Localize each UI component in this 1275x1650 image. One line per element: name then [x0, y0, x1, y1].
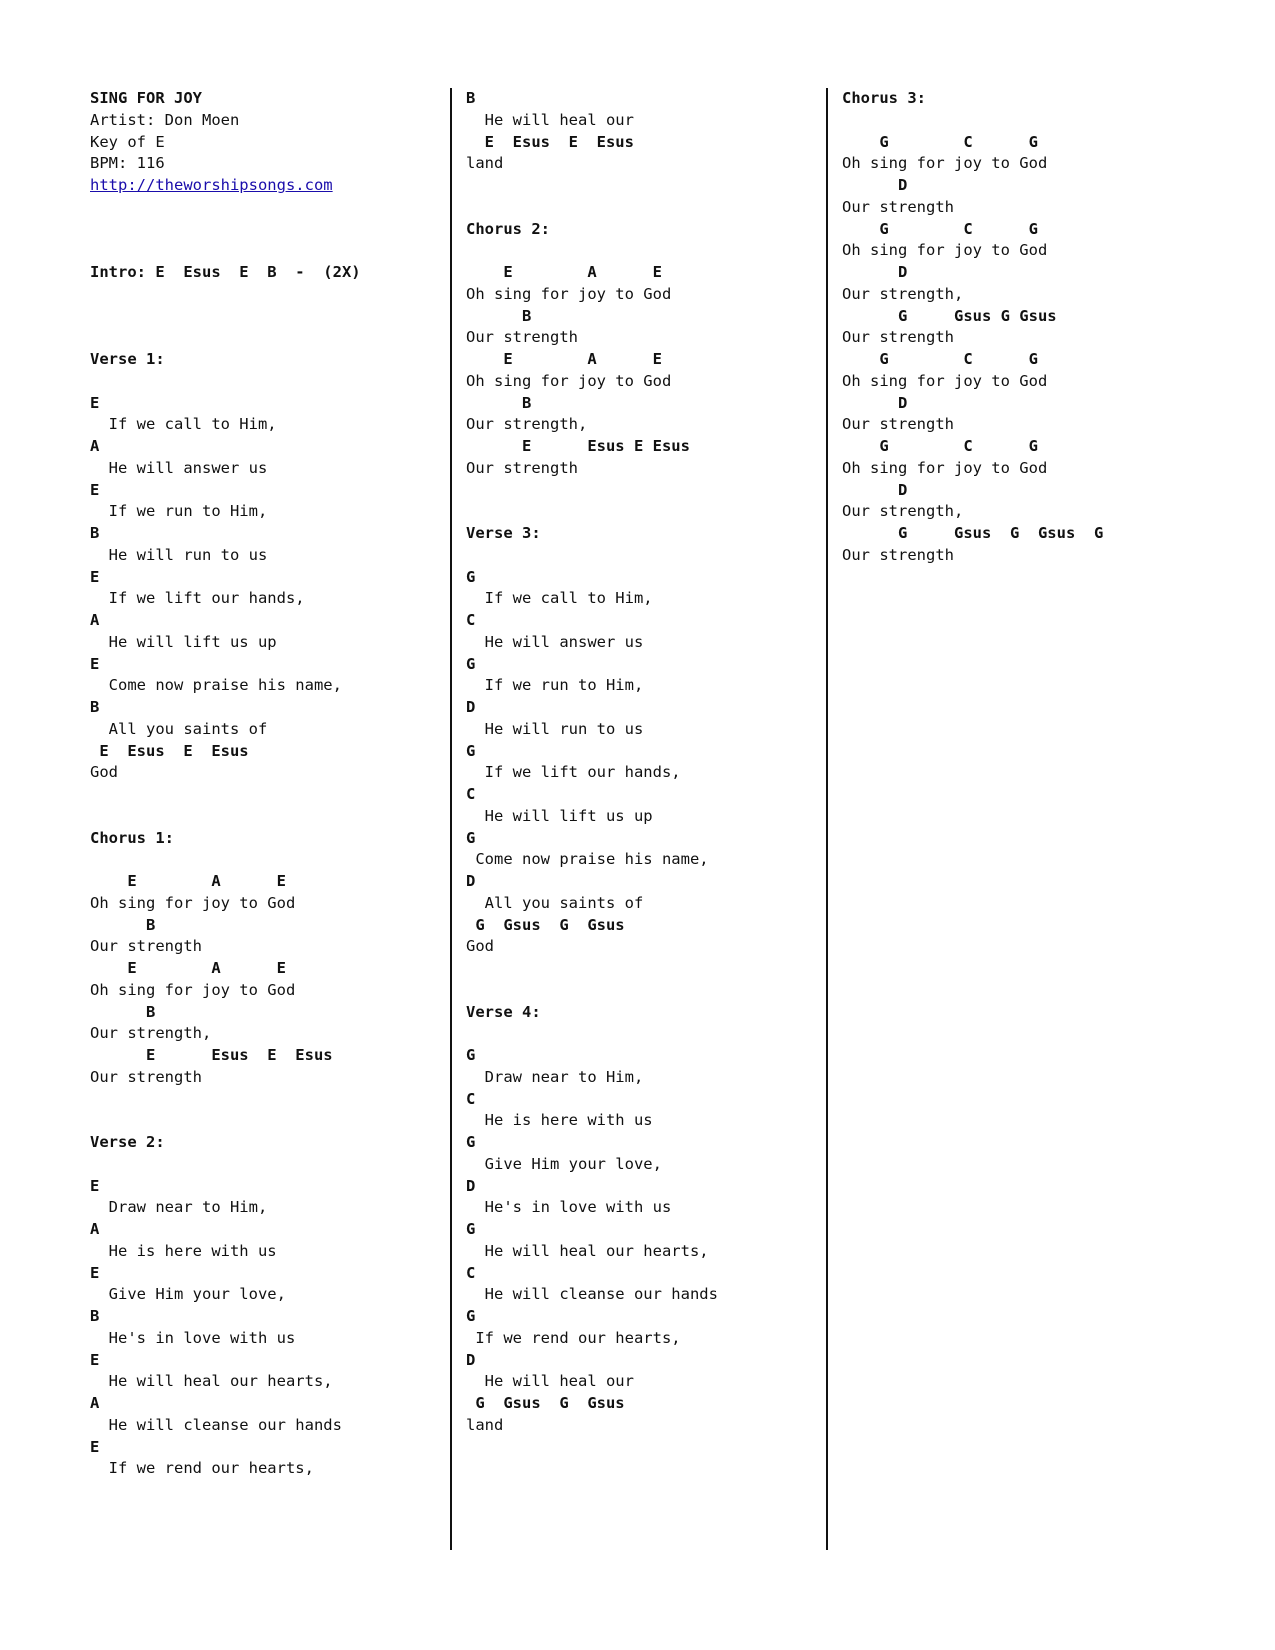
blank-line: [90, 219, 440, 241]
chord-or-heading-line: D: [842, 393, 908, 412]
lyric-line: Our strength: [466, 458, 578, 477]
chord-or-heading-line: C: [466, 611, 476, 629]
lyric-line: Our strength: [466, 328, 578, 347]
chord-or-heading-line: G: [466, 654, 476, 673]
chord-or-heading-line: D: [466, 872, 476, 890]
chord-or-heading-line: C: [466, 1263, 476, 1282]
lyric-line: If we rend our hearts,: [466, 1328, 681, 1347]
blank-line: [466, 240, 816, 262]
chord-or-heading-line: A: [90, 1394, 100, 1412]
lyric-line: Our strength,: [90, 1024, 212, 1043]
chord-or-heading-line: E: [90, 654, 100, 673]
chord-or-heading-line: D: [842, 176, 908, 194]
lyric-line: Oh sing for joy to God: [90, 893, 296, 912]
chord-or-heading-line: D: [842, 480, 908, 499]
lyric-line: He is here with us: [466, 1111, 653, 1130]
chord-or-heading-line: G: [466, 567, 476, 586]
chord-or-heading-line: Chorus 3:: [842, 89, 926, 107]
lyric-line: He will lift us up: [466, 806, 653, 825]
chord-or-heading-line: G C G: [842, 437, 1038, 455]
lyric-line: He will answer us: [90, 458, 268, 477]
chord-or-heading-line: G Gsus G Gsus: [466, 915, 625, 934]
lyric-line: He's in love with us: [90, 1328, 296, 1347]
chord-or-heading-line: E A E: [90, 872, 286, 890]
lyric-line: Key of E: [90, 132, 165, 151]
chord-or-heading-line: G C G: [842, 350, 1038, 368]
blank-line: [466, 1023, 816, 1045]
lyric-line: Our strength: [842, 545, 954, 564]
lyric-line: BPM: 116: [90, 154, 165, 173]
lyric-line: Our strength: [842, 328, 954, 347]
chord-or-heading-line: G: [466, 741, 476, 760]
chord-or-heading-line: G C G: [842, 132, 1038, 151]
lyric-line: Draw near to Him,: [466, 1067, 644, 1086]
chord-or-heading-line: E A E: [466, 350, 662, 368]
lyric-line: If we lift our hands,: [466, 763, 681, 782]
column-1: [90, 88, 440, 1480]
column-divider: [826, 88, 828, 1550]
blank-line: [90, 1154, 440, 1176]
chord-or-heading-line: E Esus E Esus: [90, 741, 249, 760]
chord-or-heading-line: Verse 4:: [466, 1002, 541, 1021]
lyric-line: Our strength,: [842, 284, 964, 303]
chord-or-heading-line: G Gsus G Gsus: [466, 1394, 625, 1412]
column-divider: [450, 88, 452, 1550]
lyric-line: God: [466, 937, 494, 956]
chord-or-heading-line: E: [90, 1350, 100, 1369]
chord-or-heading-line: D: [466, 1176, 476, 1195]
chord-or-heading-line: E: [90, 1176, 100, 1195]
lyric-line: He will lift us up: [90, 632, 277, 651]
blank-line: [466, 545, 816, 567]
lyric-line: All you saints of: [90, 719, 268, 738]
blank-line: [466, 197, 816, 219]
chord-or-heading-line: Verse 2:: [90, 1133, 165, 1151]
column-3: [842, 88, 1192, 567]
chord-or-heading-line: C: [466, 785, 476, 803]
lyric-line: Our strength,: [466, 415, 588, 434]
chord-or-heading-line: D: [842, 263, 908, 281]
blank-line: [90, 284, 440, 306]
blank-line: [90, 1110, 440, 1132]
chord-or-heading-line: E: [90, 393, 100, 412]
lyric-line: He will cleanse our hands: [466, 1285, 718, 1304]
lyric-line: Come now praise his name,: [466, 850, 709, 869]
chord-or-heading-line: G: [466, 1307, 476, 1325]
lyric-line: If we lift our hands,: [90, 589, 305, 608]
lyric-line: If we rend our hearts,: [90, 1459, 314, 1478]
lyric-line: Oh sing for joy to God: [466, 371, 672, 390]
chord-or-heading-line: B: [466, 393, 532, 412]
chord-or-heading-line: E Esus E Esus: [90, 1046, 333, 1064]
blank-line: [90, 784, 440, 806]
chord-or-heading-line: E A E: [466, 263, 662, 281]
chord-or-heading-line: G: [466, 828, 476, 847]
chord-or-heading-line: B: [90, 1307, 100, 1325]
chord-or-heading-line: G: [466, 1220, 476, 1238]
chord-or-heading-line: Chorus 1:: [90, 828, 174, 847]
chord-or-heading-line: B: [90, 1002, 156, 1021]
lyric-line: If we call to Him,: [466, 589, 653, 608]
chord-or-heading-line: E: [90, 567, 100, 586]
lyric-line: Oh sing for joy to God: [842, 371, 1048, 390]
lyric-line: He will answer us: [466, 632, 644, 651]
lyric-line: If we run to Him,: [90, 502, 268, 521]
lyric-line: Our strength: [842, 415, 954, 434]
lyric-line: He will heal our hearts,: [466, 1241, 709, 1260]
chord-or-heading-line: E Esus E Esus: [466, 437, 690, 455]
blank-line: [90, 371, 440, 393]
lyric-line: God: [90, 763, 118, 782]
lyric-line: Our strength: [842, 197, 954, 216]
lyric-line: He will heal our hearts,: [90, 1372, 333, 1391]
lyric-line: He will run to us: [90, 545, 268, 564]
blank-line: [466, 958, 816, 980]
chord-or-heading-line: E: [90, 1437, 100, 1456]
lyric-line: He's in love with us: [466, 1198, 672, 1217]
lyric-line: Oh sing for joy to God: [90, 980, 296, 999]
chord-or-heading-line: B: [466, 306, 532, 325]
blank-line: [90, 1089, 440, 1111]
chord-or-heading-line: Verse 3:: [466, 524, 541, 542]
lyric-line: Give Him your love,: [466, 1154, 662, 1173]
lyric-line: Our strength: [90, 937, 202, 956]
blank-line: [466, 480, 816, 502]
chord-or-heading-line: A: [90, 437, 100, 455]
chord-or-heading-line: D: [466, 698, 476, 716]
chord-or-heading-line: B: [466, 89, 476, 107]
chord-or-heading-line: E Esus E Esus: [466, 132, 634, 151]
lyric-line: Draw near to Him,: [90, 1198, 268, 1217]
chord-or-heading-line: D: [466, 1350, 476, 1369]
blank-line: [90, 306, 440, 328]
chord-or-heading-line: E: [90, 480, 100, 499]
chord-or-heading-line: G Gsus G Gsus G: [842, 524, 1104, 542]
chord-or-heading-line: A: [90, 1220, 100, 1238]
lyric-line: land: [466, 154, 504, 173]
blank-line: [466, 501, 816, 523]
lyric-line: Artist: Don Moen: [90, 110, 240, 129]
blank-line: [90, 240, 440, 262]
lyric-line: If we run to Him,: [466, 676, 644, 695]
chord-or-heading-line: A: [90, 611, 100, 629]
chord-or-heading-line: Verse 1:: [90, 350, 165, 368]
blank-line: [466, 175, 816, 197]
chord-or-heading-line: C: [466, 1089, 476, 1108]
chord-or-heading-line: E A E: [90, 959, 286, 977]
lyric-line: He will run to us: [466, 719, 644, 738]
chord-or-heading-line: SING FOR JOY: [90, 89, 202, 107]
blank-line: [842, 110, 1192, 132]
lyric-line: land: [466, 1415, 504, 1434]
column-2: [466, 88, 816, 1437]
blank-line: [90, 806, 440, 828]
lyric-line: Our strength,: [842, 502, 964, 521]
chord-or-heading-line: B: [90, 698, 100, 716]
chord-or-heading-line: G: [466, 1046, 476, 1064]
blank-line: [90, 327, 440, 349]
lyric-line: Oh sing for joy to God: [466, 284, 672, 303]
chord-or-heading-line: G: [466, 1133, 476, 1151]
lyric-line: Give Him your love,: [90, 1285, 286, 1304]
source-link[interactable]: http://theworshipsongs.com: [90, 176, 333, 194]
chord-or-heading-line: G C G: [842, 219, 1038, 238]
blank-line: [90, 849, 440, 871]
lyric-line: All you saints of: [466, 893, 644, 912]
blank-line: [90, 197, 440, 219]
chord-or-heading-line: E: [90, 1263, 100, 1282]
chord-or-heading-line: Intro: E Esus E B - (2X): [90, 263, 361, 281]
lyric-line: Come now praise his name,: [90, 676, 342, 695]
lyric-line: If we call to Him,: [90, 415, 277, 434]
chord-or-heading-line: Chorus 2:: [466, 219, 550, 238]
chord-or-heading-line: G Gsus G Gsus: [842, 306, 1057, 325]
lyric-line: He will heal our: [466, 1372, 634, 1391]
lyric-line: Oh sing for joy to God: [842, 241, 1048, 260]
blank-line: [466, 980, 816, 1002]
lyric-line: He will heal our: [466, 110, 634, 129]
lyric-line: Oh sing for joy to God: [842, 154, 1048, 173]
lyric-line: Our strength: [90, 1067, 202, 1086]
lyric-line: He will cleanse our hands: [90, 1415, 342, 1434]
chord-or-heading-line: B: [90, 524, 100, 542]
lyric-line: He is here with us: [90, 1241, 277, 1260]
chord-or-heading-line: B: [90, 915, 156, 934]
lyric-line: Oh sing for joy to God: [842, 458, 1048, 477]
